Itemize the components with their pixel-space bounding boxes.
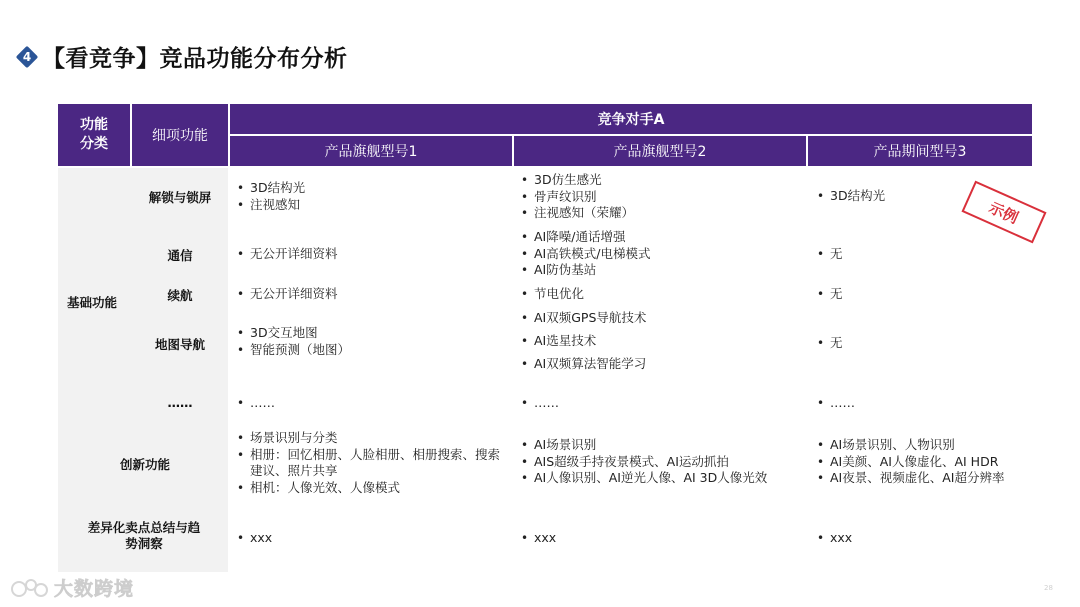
list-item: • 注视感知 [236,197,305,214]
list-item [520,356,646,373]
row-label-navigation: 地图导航 [154,337,205,352]
list-item: • 注视感知（荣耀） [520,205,634,222]
list-item: • AI场景识别 [520,437,767,454]
col-header-model-2: 产品旗舰型号2 [514,136,806,166]
page-number: 28 [1044,584,1053,592]
col-header-competitor: 竞争对手A [230,104,1032,134]
list-item: • AIS超级手持夜景模式、AI运动抓拍 [520,454,767,471]
list-item: • …… [236,395,275,412]
row-label-summary: 差异化卖点总结与趋势洞察 [87,520,201,551]
list-item [520,437,767,487]
list-item: • …… [520,395,559,412]
list-item: • AI双频GPS导航技术 [520,310,646,327]
list-item [520,229,650,279]
list-item: • 3D交互地图 [236,325,350,342]
list-item: • AI美颜、AI人像虚化、AI HDR [816,454,1004,471]
col-header-category: 功能 分类 [58,104,130,166]
list-item [236,180,305,213]
section-number-badge [16,46,38,68]
list-item [816,395,855,412]
list-item: • 无 [816,246,843,263]
list-item [520,172,634,222]
list-item: • AI夜景、视频虚化、AI超分辨率 [816,470,1004,487]
watermark-logo [10,574,134,601]
row-label-communication: 通信 [167,248,193,263]
col-header-detail: 细项功能 [132,104,228,166]
example-stamp: 示例 [961,181,1046,244]
list-item [816,437,1004,487]
list-item: • AI人像识别、AI逆光人像、AI 3D人像光效 [520,470,767,487]
list-item: • xxx [520,530,556,547]
list-item [236,325,350,358]
list-item: • 相册：回忆相册、人脸相册、相册搜索、搜索建议、照片共享 [236,447,506,480]
row-label-innovation: 创新功能 [119,457,170,472]
list-item: • 无 [816,335,843,352]
list-item: • AI降噪/通话增强 [520,229,650,246]
list-item: • 节电优化 [520,286,584,303]
list-item: • AI防伪基站 [520,262,650,279]
row-label-more: …… [167,395,193,410]
list-item [236,430,506,496]
list-item [816,246,843,263]
list-item [236,395,275,412]
list-item: • AI双频算法智能学习 [520,356,646,373]
logo-icon [10,577,50,599]
list-item: • 无公开详细资料 [236,286,338,303]
list-item: • 场景识别与分类 [236,430,506,447]
col-header-model-3: 产品期间型号3 [808,136,1032,166]
page-title: 【看竞争】竞品功能分布分析 [42,46,348,72]
list-item [816,188,885,205]
list-item: • 智能预测（地图） [236,342,350,359]
list-item [816,530,852,547]
list-item [816,335,843,352]
list-item: • 3D结构光 [816,188,885,205]
list-item [520,333,596,350]
list-item: • …… [816,395,855,412]
list-item [816,286,843,303]
col-header-model-1: 产品旗舰型号1 [230,136,512,166]
list-item [520,310,646,327]
list-item: • 无 [816,286,843,303]
row-label-unlock: 解锁与锁屏 [148,190,212,205]
list-item: • xxx [236,530,272,547]
list-item: • AI场景识别、人物识别 [816,437,1004,454]
list-item: • AI高铁模式/电梯模式 [520,246,650,263]
list-item: • 相机：人像光效、人像模式 [236,480,506,497]
left-columns-bg [58,168,228,572]
section-number: 4 [22,49,32,64]
list-item: • 3D仿生感光 [520,172,634,189]
list-item: • 骨声纹识别 [520,189,634,206]
list-item [520,395,559,412]
watermark-text: 大数跨境 [54,578,135,600]
list-item: • 3D结构光 [236,180,305,197]
list-item [236,286,338,303]
list-item: • AI选星技术 [520,333,596,350]
list-item: • 无公开详细资料 [236,246,338,263]
list-item [520,530,556,547]
list-item [236,530,272,547]
page-header [16,40,348,73]
list-item: • xxx [816,530,852,547]
category-basic: 基础功能 [67,295,118,310]
list-item [520,286,584,303]
row-label-battery: 续航 [167,288,193,303]
list-item [236,246,338,263]
